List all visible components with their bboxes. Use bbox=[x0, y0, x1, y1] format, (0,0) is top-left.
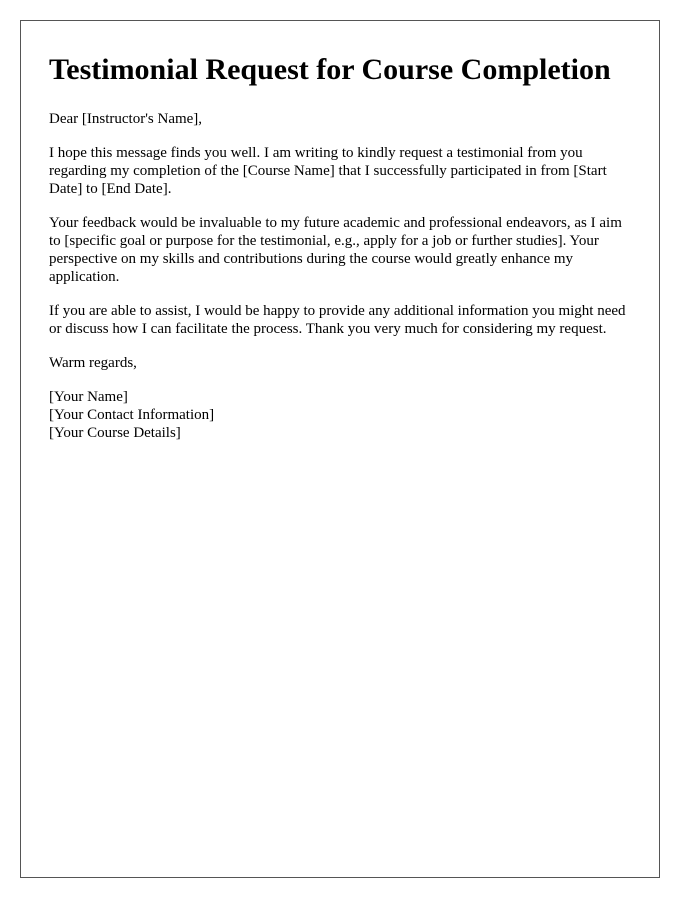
letter-title: Testimonial Request for Course Completion bbox=[49, 53, 611, 86]
signature-block bbox=[49, 388, 634, 442]
salutation: Dear [Instructor's Name], bbox=[49, 111, 203, 127]
body-paragraph-1: I hope this message finds you well. I am writing to kindly request a testimonial from you regarding my completion of the [Course Name] that I successfully participated in from [Start Date] to [End Date]. bbox=[49, 145, 607, 197]
letter-content bbox=[49, 51, 634, 442]
body-paragraph-2: Your feedback would be invaluable to my future academic and professional endeavors, as I aim to [specific goal or purpose for the testimonial, e.g., apply for a job or further studies]. Your perspective on my skills and contributions during the course would greatly enhance my application. bbox=[49, 215, 622, 285]
body-paragraph-3: If you are able to assist, I would be happy to provide any additional information you might need or discuss how I can facilitate the process. Thank you very much for considering my request. bbox=[49, 303, 626, 337]
closing: Warm regards, bbox=[49, 355, 137, 371]
signature-course-details: [Your Course Details] bbox=[49, 425, 181, 441]
signature-name: [Your Name] bbox=[49, 389, 128, 405]
signature-contact: [Your Contact Information] bbox=[49, 407, 215, 423]
letter-page bbox=[20, 20, 660, 878]
